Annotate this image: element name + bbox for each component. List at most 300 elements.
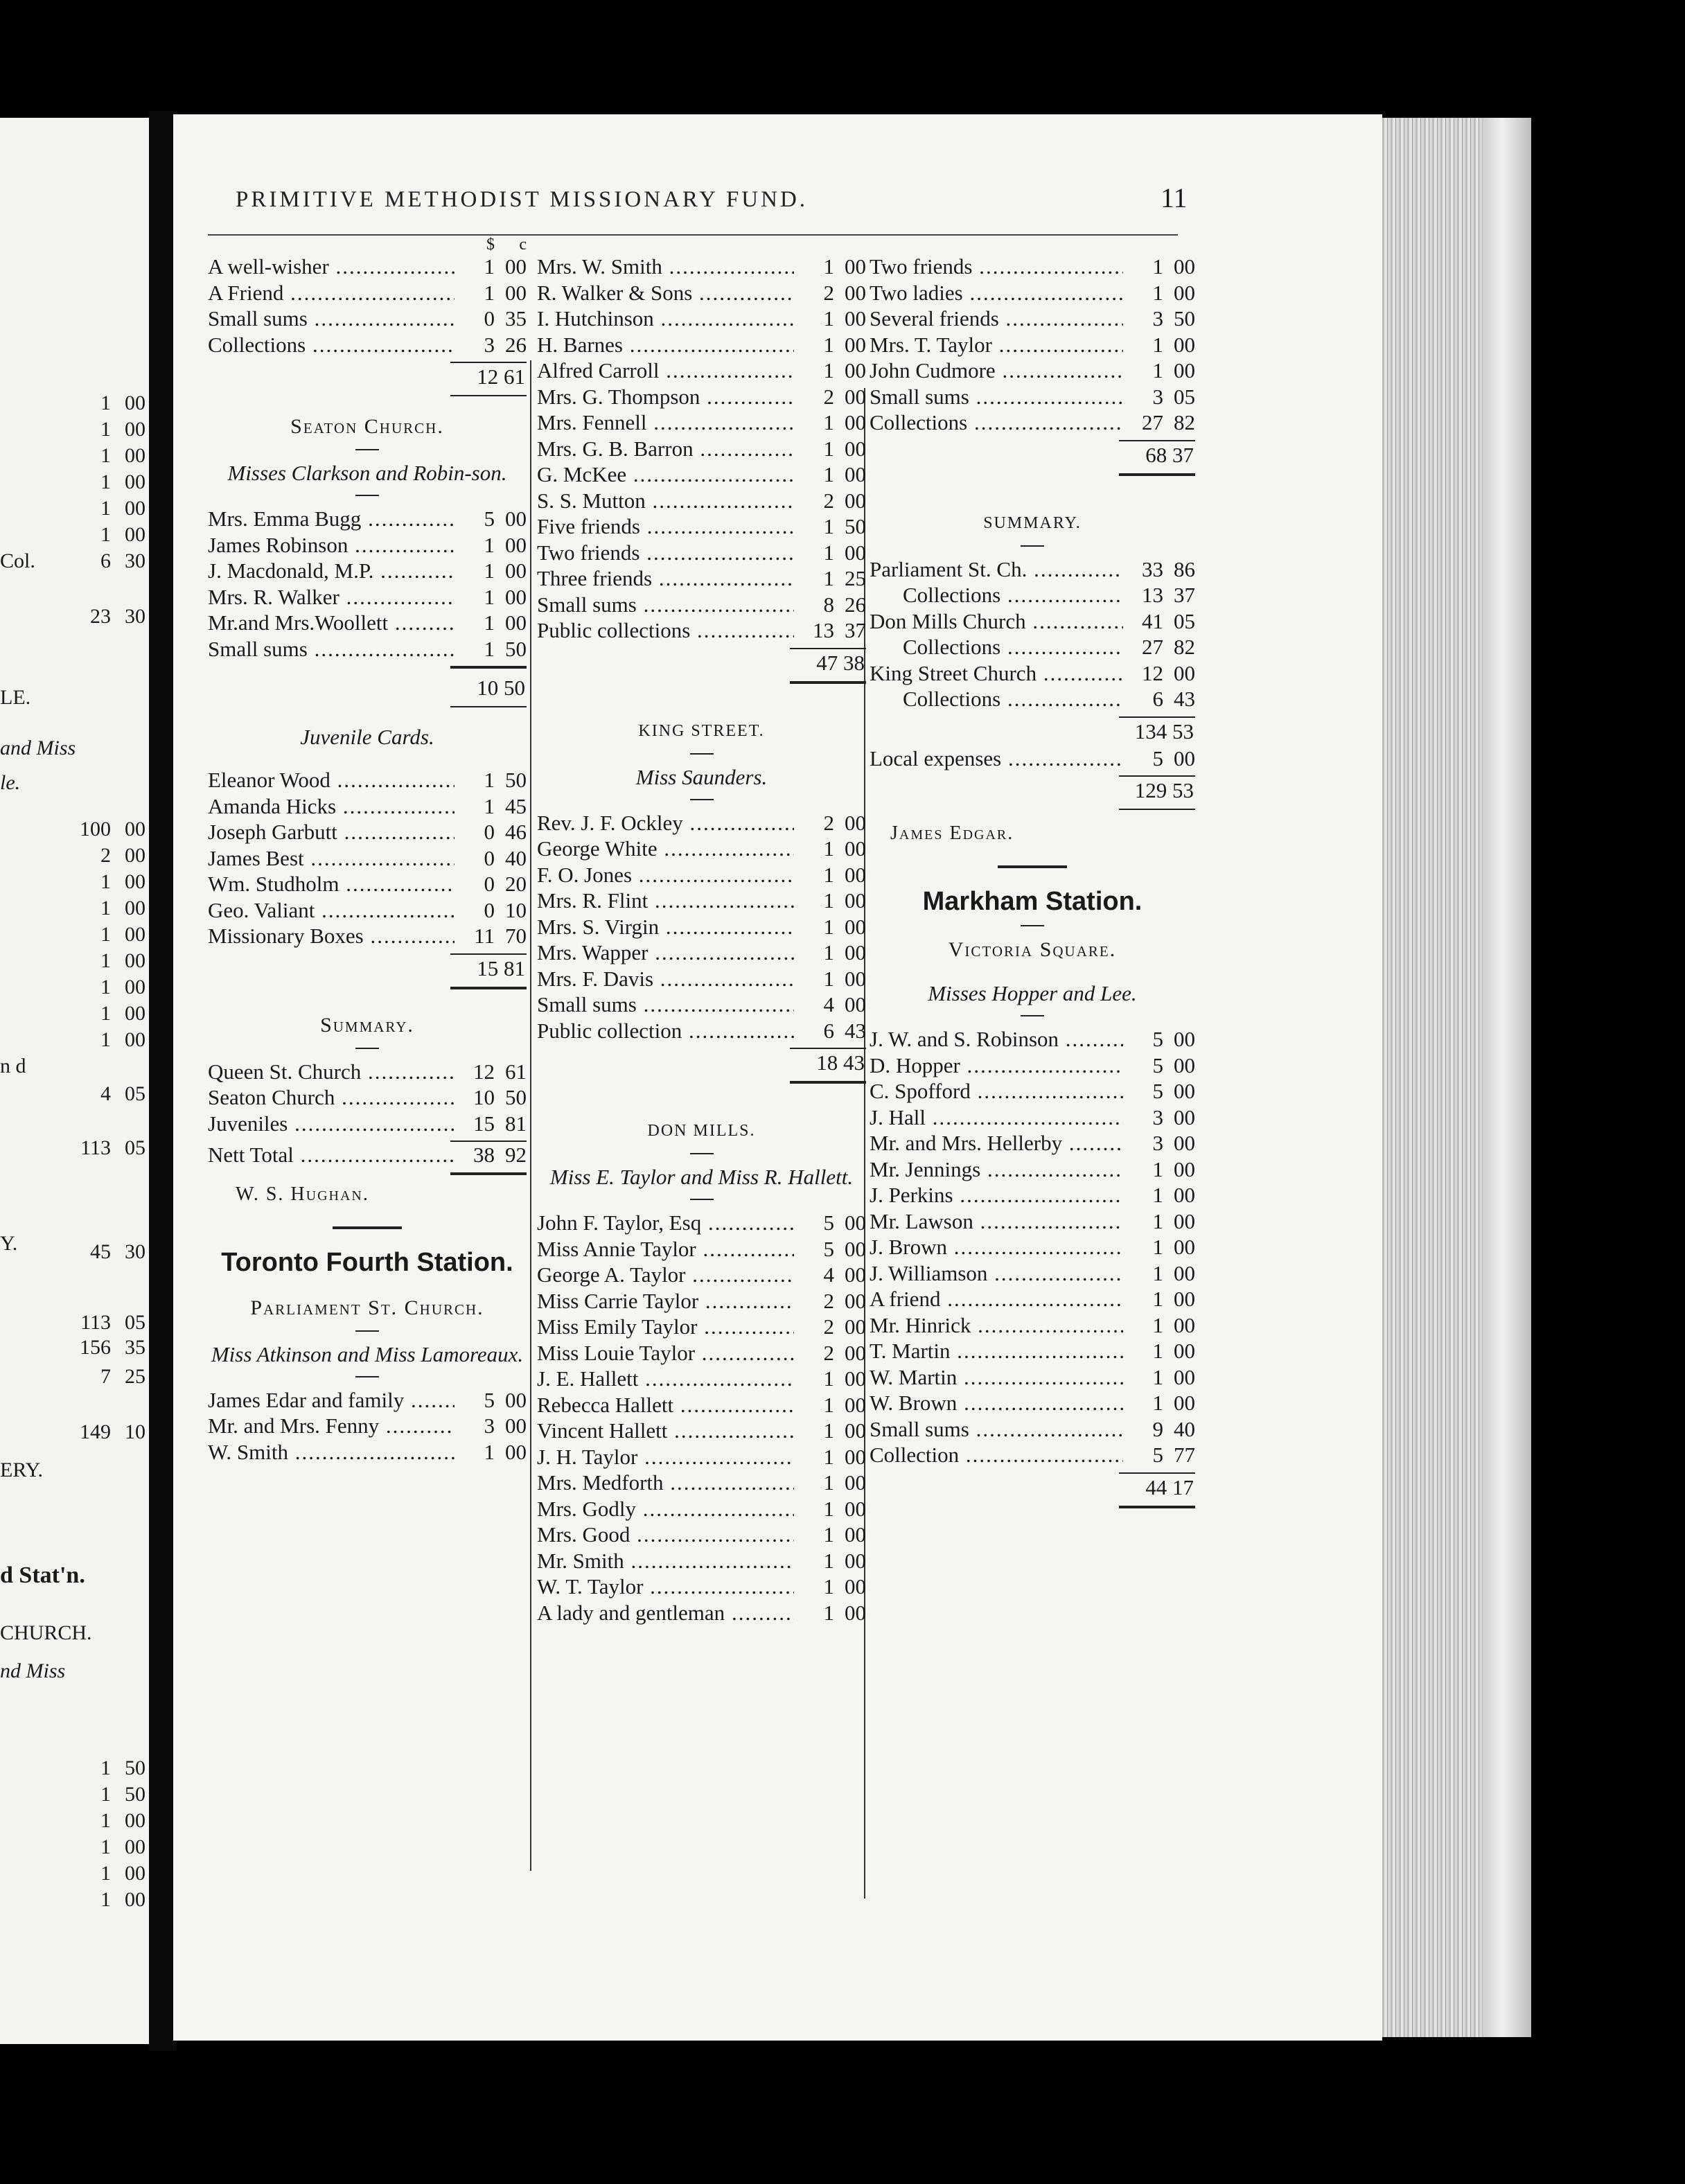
amount-cents: 50 [505,636,527,661]
ledger-row [537,1288,866,1314]
amount-cents: 00 [1174,1104,1195,1129]
dash [690,799,714,800]
donor-name: Miss Emily Taylor ..... [537,1314,794,1340]
amount-cents: 61 [505,1059,527,1084]
donor-name: R. Walker & Sons ..... [537,280,794,306]
ledger-list [537,254,866,644]
donor-name: J. Williamson ..... [870,1260,1123,1287]
amount-cents: 26 [505,332,527,357]
amount-cents: 00 [1174,1183,1195,1207]
amount-dollars: 6 [823,1018,834,1043]
ledger-row [208,1387,527,1414]
donor-name: George White ..... [537,836,794,862]
amount-dollars: 1 [1152,280,1163,305]
section-total: 18 43 [816,1050,865,1075]
amount-cents: 00 [1174,1156,1195,1181]
dash [355,1376,379,1377]
ledger-row [870,1156,1195,1183]
ledger-row [537,966,866,992]
amount-cents: 00 [845,914,866,939]
amount-cents: 00 [845,1262,866,1287]
amount-dollars: 1 [823,914,834,939]
amount-dollars: 3 [484,1414,495,1438]
donor-name: Mrs. F. Davis ..... [537,966,794,992]
ledger-row [537,1496,866,1522]
amount-cents: 00 [845,1600,866,1625]
amount-cents: 00 [845,254,866,279]
donor-name: Small sums ..... [870,1416,1123,1443]
donor-name: S. S. Mutton ..... [537,488,794,514]
amount-dollars: 2 [823,384,834,409]
signature: W. S. Hughan. [236,1183,369,1205]
amount-dollars: 1 [484,636,495,661]
amount-cents: 00 [845,1288,866,1313]
sum-rule [790,681,866,684]
ledger-row [537,306,866,332]
donor-name: Wm. Studholm ..... [208,871,455,897]
amount-cents: 00 [845,488,866,513]
section-subtitle: Miss Saunders. [635,764,768,789]
facing-page-text: Y. [0,1232,18,1255]
amount-dollars: 1 [823,514,834,538]
amount-cents: 00 [845,992,866,1016]
ledger-row [537,384,866,410]
ledger-row [870,332,1195,358]
ledger-row [208,1413,527,1439]
amount-cents: 00 [505,610,527,635]
column-3 [870,236,1195,1514]
donor-name: John Cudmore ..... [870,358,1123,384]
ledger-row [537,1392,866,1418]
amount-cents: 00 [845,410,866,434]
amount-cents: 00 [1174,1053,1195,1077]
facing-page-text: le. [0,771,21,794]
donor-name: D. Hopper ..... [870,1053,1123,1079]
ledger-list [870,556,1195,712]
amount-cents: 00 [1174,358,1195,382]
amount-dollars: 1 [823,358,834,382]
amount-dollars: 1 [823,888,834,913]
amount-cents: 00 [845,862,866,887]
amount-cents: 40 [1174,1416,1195,1441]
amount-dollars: 1 [484,768,495,792]
amount-dollars: 1 [823,1548,834,1573]
amount-dollars: 1 [1152,1208,1163,1233]
ledger-row [208,1439,527,1465]
section-heading: SUMMARY. [983,513,1082,532]
amount-cents: 00 [845,1314,866,1339]
amount-dollars: 1 [823,332,834,357]
ledger-row [537,914,866,940]
dash [355,1330,379,1332]
donor-name: A well-wisher ..... [208,254,455,280]
amount-cents: 20 [505,872,527,896]
donor-name: Collections ..... [208,332,455,358]
donor-name: Two friends ..... [870,254,1123,280]
ledger-row [537,1236,866,1262]
section-heading: Seaton Church. [290,415,444,438]
sum-rule [1119,473,1195,476]
ledger-row: Local expenses ..... 5 00 [870,746,1195,772]
amount-dollars: 5 [1152,1079,1163,1103]
ledger-row [208,280,527,306]
donor-name: Juveniles ..... [208,1111,455,1137]
ledger-row [870,280,1195,306]
amount-dollars: 1 [1152,1364,1163,1389]
donor-name: Mrs. R. Walker ..... [208,584,455,610]
units-spacer [870,236,1195,254]
amount-dollars: 0 [484,306,495,331]
donor-name: J. Perkins ..... [870,1182,1123,1208]
amount-dollars: 1 [823,254,834,279]
amount-dollars: 1 [1152,1391,1163,1415]
ledger-row [208,845,527,872]
donor-name: Miss Carrie Taylor ..... [537,1288,794,1314]
donor-name: James Robinson ..... [208,532,455,558]
dash [1021,925,1044,926]
amount-dollars: 1 [823,1392,834,1417]
ledger-row [870,1286,1195,1312]
ledger-row [870,660,1195,687]
ledger-row [537,1366,866,1392]
amount-cents: 00 [1174,1287,1195,1311]
section-total: 15 81 [477,956,525,980]
ledger-row [208,532,527,558]
donor-name: Collections ..... [870,410,1123,436]
amount-dollars: 12 [473,1059,495,1084]
amount-dollars: 2 [823,1340,834,1365]
ledger-row [537,862,866,888]
donor-name: Don Mills Church ..... [870,608,1123,635]
amount-cents: 00 [845,280,866,305]
section-heading: KING STREET. [638,721,765,740]
amount-cents: 00 [845,1418,866,1443]
amount-dollars: 2 [823,810,834,835]
donor-name: J. Brown ..... [870,1234,1123,1260]
amount-dollars: 6 [1152,687,1163,711]
ledger-row [208,610,527,636]
station-heading: Markham Station. [922,887,1143,916]
sum-rule [1119,809,1195,810]
amount-cents: 00 [845,1444,866,1469]
amount-dollars: 3 [1152,384,1163,409]
amount-dollars: 1 [823,436,834,461]
donor-name: Joseph Garbutt ..... [208,819,455,845]
amount-dollars: 4 [823,1262,834,1287]
donor-name: J. W. and S. Robinson ..... [870,1026,1123,1053]
amount-dollars: 1 [1152,1235,1163,1259]
donor-name: George A. Taylor ..... [537,1262,794,1288]
amount-dollars: 1 [1152,1260,1163,1285]
amount-dollars: 1 [484,1439,495,1464]
ledger-row [870,1078,1195,1104]
donor-name: King Street Church ..... [870,660,1123,687]
amount-dollars: 5 [823,1236,834,1261]
amount-cents: 45 [505,793,527,818]
ledger-list [870,254,1195,436]
donor-name: Small sums ..... [537,992,794,1018]
ledger-list [208,506,527,662]
section-subtitle: Misses Hopper and Lee. [928,981,1137,1005]
ledger-row [537,617,866,644]
ledger-row [537,1314,866,1340]
ledger-row [870,686,1195,712]
donor-name: Miss Louie Taylor ..... [537,1340,794,1366]
amount-cents: 00 [1174,660,1195,685]
donor-name: I. Hutchinson ..... [537,306,794,332]
ledger-list [870,1026,1195,1468]
ledger-row [537,1340,866,1366]
amount-cents: 00 [505,1414,527,1438]
ledger-list [208,1059,527,1137]
amount-cents: 81 [505,1111,527,1136]
amount-cents: 37 [845,618,866,642]
amount-dollars: 13 [1142,583,1163,607]
amount-dollars: 1 [823,1366,834,1391]
donor-name: Rebecca Hallett ..... [537,1392,794,1418]
ledger-row [208,306,527,332]
ledger-row [537,1470,866,1496]
donor-name: J. Hall ..... [870,1104,1123,1131]
donor-name: Mrs. Fennell ..... [537,410,794,436]
amount-cents: 00 [505,1387,527,1412]
donor-name: Collections ..... [870,582,1123,608]
section-heading: DON MILLS. [647,1122,756,1140]
ledger-row [537,1600,866,1626]
amount-cents: 00 [1174,1339,1195,1363]
donor-name: Mrs. Good ..... [537,1522,794,1548]
section-subtitle: Miss E. Taylor and Miss R. Hallett. [549,1165,854,1189]
book-gutter [149,111,177,2051]
donor-name: A friend ..... [870,1286,1123,1312]
amount-dollars: 1 [823,410,834,434]
donor-name: John F. Taylor, Esq ..... [537,1210,794,1236]
ledger-row [870,608,1195,635]
ledger-row [537,332,866,358]
donor-name: Amanda Hicks ..... [208,793,455,820]
ledger-row [537,436,866,462]
amount-dollars: 0 [484,897,495,922]
amount-cents: 00 [845,1574,866,1599]
donor-name: Miss Annie Taylor ..... [537,1236,794,1262]
amount-cents: 00 [845,436,866,461]
amount-cents: 00 [1174,1364,1195,1389]
amount-cents: 00 [845,940,866,965]
section-heading: Summary. [320,1013,414,1037]
amount-cents: 00 [845,306,866,331]
ledger-row [870,1442,1195,1468]
ledger-row [870,306,1195,332]
amount-dollars: 5 [1152,1053,1163,1077]
dash [355,449,379,450]
amount-dollars: 1 [823,1496,834,1521]
amount-dollars: 1 [1152,1339,1163,1363]
donor-name: Geo. Valiant ..... [208,897,455,924]
signature: James Edgar. [890,822,1014,844]
amount-cents: 82 [1174,410,1195,434]
amount-cents: 00 [845,358,866,382]
running-header: PRIMITIVE METHODIST MISSIONARY FUND. [236,187,809,212]
donor-name: W. Smith ..... [208,1439,455,1465]
ledger-row [537,992,866,1018]
facing-page-text: nd Miss [0,1659,66,1682]
amount-dollars: 1 [823,462,834,486]
donor-name: J. H. Taylor ..... [537,1444,794,1470]
amount-cents: 26 [845,592,866,617]
ledger-row [870,582,1195,608]
amount-dollars: 1 [823,966,834,991]
donor-name: T. Martin ..... [870,1338,1123,1364]
donor-name: Five friends ..... [537,513,794,540]
dash [1021,545,1044,547]
donor-name: H. Barnes ..... [537,332,794,358]
ledger-row [537,358,866,384]
donor-name: Two friends ..... [537,540,794,566]
amount-cents: 50 [1174,306,1195,331]
amount-cents: 43 [845,1018,866,1043]
amount-dollars: 5 [484,507,495,531]
section-total: 12 61 [477,364,525,389]
ledger-row [870,1338,1195,1364]
sum-rule [790,1081,866,1084]
amount-dollars: 10 [473,1085,495,1109]
amount-dollars: 1 [1152,1287,1163,1311]
amount-cents: 00 [845,1392,866,1417]
donor-name: Mrs. Godly ..... [537,1496,794,1522]
column-2 [537,236,866,1626]
donor-name: Mrs. Wapper ..... [537,940,794,966]
amount-cents: 00 [505,254,527,279]
amount-dollars: 1 [823,1600,834,1625]
ledger-row [537,513,866,540]
amount-cents: 00 [1174,1208,1195,1233]
amount-cents: 00 [1174,254,1195,279]
amount-cents: 05 [1174,608,1195,633]
amount-dollars: 8 [823,592,834,617]
ledger-row: Nett Total ..... 38 92 [208,1142,527,1168]
donor-name: Collections ..... [870,686,1123,712]
amount-dollars: 11 [474,924,495,948]
amount-dollars: 1 [1152,254,1163,279]
amount-dollars: 15 [473,1111,495,1136]
amount-dollars: 5 [823,1210,834,1235]
donor-name: Queen St. Church ..... [208,1059,455,1085]
donor-name: Collection ..... [870,1442,1123,1468]
amount-dollars: 5 [1152,1443,1163,1467]
donor-name: Mr.and Mrs.Woollett ..... [208,610,455,636]
amount-dollars: 2 [823,280,834,305]
dash [355,1048,379,1049]
donor-name: Public collection ..... [537,1018,794,1044]
donor-name: F. O. Jones ..... [537,862,794,888]
amount-dollars: 1 [823,862,834,887]
amount-cents: 00 [845,836,866,861]
ledger-row [537,1018,866,1044]
amount-cents: 00 [505,532,527,557]
amount-dollars: 1 [484,584,495,609]
amount-dollars: 1 [1152,1183,1163,1207]
ledger-row [208,636,527,662]
ledger-row [870,1260,1195,1287]
amount-cents: 00 [845,1236,866,1261]
amount-dollars: 3 [484,332,495,357]
donor-name: Mrs. G. B. Barron ..... [537,436,794,462]
amount-dollars: 1 [823,1444,834,1469]
sum-rule [450,1172,527,1175]
donor-name: Collections ..... [870,634,1123,660]
ledger-row [870,634,1195,660]
ledger-row [537,1418,866,1444]
amount-cents: 00 [845,1366,866,1391]
amount-cents: 77 [1174,1443,1195,1467]
amount-dollars: 0 [484,820,495,844]
section-separator [998,865,1067,868]
amount-cents: 35 [505,306,527,331]
ledger-row [870,1312,1195,1339]
ledger-row [208,332,527,358]
ledger-row [537,1574,866,1600]
donor-name: Mrs. Emma Bugg ..... [208,506,455,532]
amount-dollars: 4 [823,992,834,1016]
amount-cents: 00 [1174,1027,1195,1051]
donor-name: Mrs. G. Thompson ..... [537,384,794,410]
donor-name: James Edar and family ..... [208,1387,455,1414]
ledger-row [537,592,866,618]
amount-dollars: 1 [823,540,834,565]
donor-name: J. E. Hallett ..... [537,1366,794,1392]
amount-dollars: 1 [823,1574,834,1599]
dash [1021,1015,1044,1016]
donor-name: Small sums ..... [208,636,455,662]
amount-dollars: 33 [1142,556,1163,581]
ledger-row [870,1130,1195,1156]
ledger-row [208,767,527,793]
amount-dollars: 1 [484,532,495,557]
ledger-row [208,897,527,924]
donor-name: Mrs. Medforth ..... [537,1470,794,1496]
donor-name: C. Spofford ..... [870,1078,1123,1104]
ledger-list [537,810,866,1044]
units-spacer [537,236,866,254]
amount-cents: 00 [845,462,866,486]
amount-dollars: 27 [1142,410,1163,434]
facing-page-text: Col. [0,549,35,572]
donor-name: Alfred Carroll ..... [537,358,794,384]
column-rule [530,360,531,1871]
amount-cents: 00 [1174,1235,1195,1259]
amount-dollars: 5 [1152,1027,1163,1051]
donor-name: J. Macdonald, M.P. ..... [208,558,455,584]
amount-cents: 25 [845,566,866,590]
ledger-row [208,506,527,532]
ledger-row [537,1548,866,1574]
amount-dollars: 0 [484,845,495,870]
column-1 [208,236,527,1465]
section-subtotal: 134 53 [1134,719,1194,743]
dash [690,1153,714,1154]
amount-dollars: 1 [823,836,834,861]
amount-cents: 00 [845,1340,866,1365]
donor-name: Small sums ..... [208,306,455,332]
ledger-list [537,1210,866,1626]
amount-cents: 00 [1174,1079,1195,1103]
ledger-row [208,1111,527,1137]
ledger-row [870,1390,1195,1416]
ledger-row [537,1210,866,1236]
ledger-row [870,358,1195,384]
amount-cents: 00 [845,384,866,409]
ledger-row [537,836,866,862]
